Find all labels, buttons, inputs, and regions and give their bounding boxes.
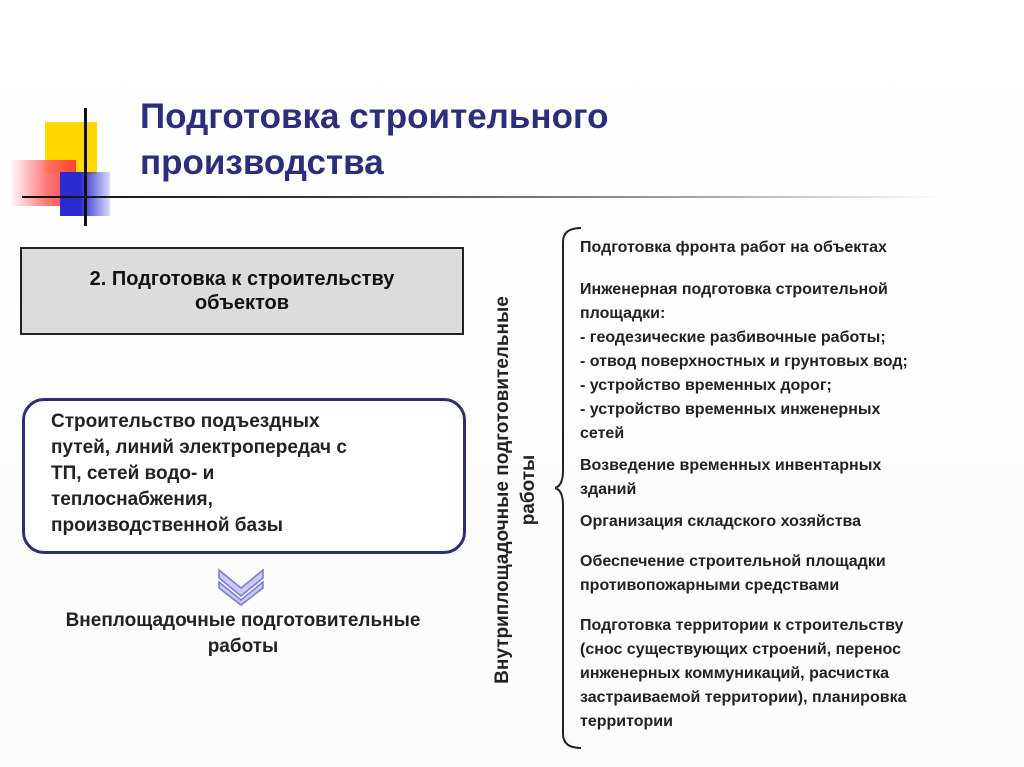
list-item-line: сетей [580, 425, 625, 442]
list-item-line: площадки: [580, 305, 666, 322]
list-item [580, 510, 1020, 534]
title-line-1: Подготовка строительного [140, 97, 609, 136]
list-item-line: (снос существующих строений, перенос [580, 641, 901, 658]
list-item-line: - устройство временных инженерных [580, 401, 881, 418]
list-item-line: Обеспечение строительной площадки [580, 553, 886, 570]
deco-vertical-line [84, 108, 87, 226]
page-title [140, 94, 840, 186]
list-item-line: - отвод поверхностных и грунтовых вод; [580, 353, 908, 370]
onsite-works-label [490, 230, 550, 750]
offsite-works-line: ТП, сетей водо- и [51, 463, 215, 484]
title-underline [22, 196, 942, 198]
section-heading-line-2: объектов [194, 292, 290, 314]
title-line-2: производства [140, 143, 384, 182]
outer-label-line-1: Внеплощадочные подготовительные [65, 610, 421, 631]
list-item-line: противопожарными средствами [580, 577, 840, 594]
list-item-line: Подготовка территории к строительству [580, 617, 904, 634]
list-item [580, 614, 1020, 734]
list-item-line: территории [580, 713, 673, 730]
section-heading-box [20, 247, 464, 335]
list-item-line: Инженерная подготовка строительной [580, 281, 888, 298]
inner-label-line-2: работы [518, 454, 539, 526]
offsite-works-line: Строительство подъездных [51, 411, 320, 432]
list-item-line: застраиваемой территории), планировка [580, 689, 907, 706]
double-chevron-down-icon [217, 566, 265, 606]
section-heading-line-1: 2. Подготовка к строительству [89, 268, 395, 290]
outer-label-line-2: работы [207, 636, 279, 657]
offsite-works-line: теплоснабжения, [51, 489, 213, 510]
offsite-works-label [10, 608, 476, 660]
list-item-line: Организация складского хозяйства [580, 513, 862, 530]
list-item-line: инженерных коммуникаций, расчистка [580, 665, 889, 682]
list-item-line: Подготовка фронта работ на объектах [580, 239, 887, 256]
offsite-works-line: путей, линий электропередач с [51, 437, 347, 458]
offsite-works-line: производственной базы [51, 515, 283, 536]
list-item [580, 454, 1020, 502]
list-item [580, 550, 1020, 598]
offsite-works-box [22, 398, 466, 554]
list-item-line: зданий [580, 481, 637, 498]
inner-label-line-1: Внутриплощадочные подготовительные [492, 296, 513, 684]
list-item [580, 236, 1020, 260]
list-item-line: Возведение временных инвентарных [580, 457, 882, 474]
list-item [580, 278, 1020, 446]
list-item-line: - геодезические разбивочные работы; [580, 329, 886, 346]
list-item-line: - устройство временных дорог; [580, 377, 832, 394]
